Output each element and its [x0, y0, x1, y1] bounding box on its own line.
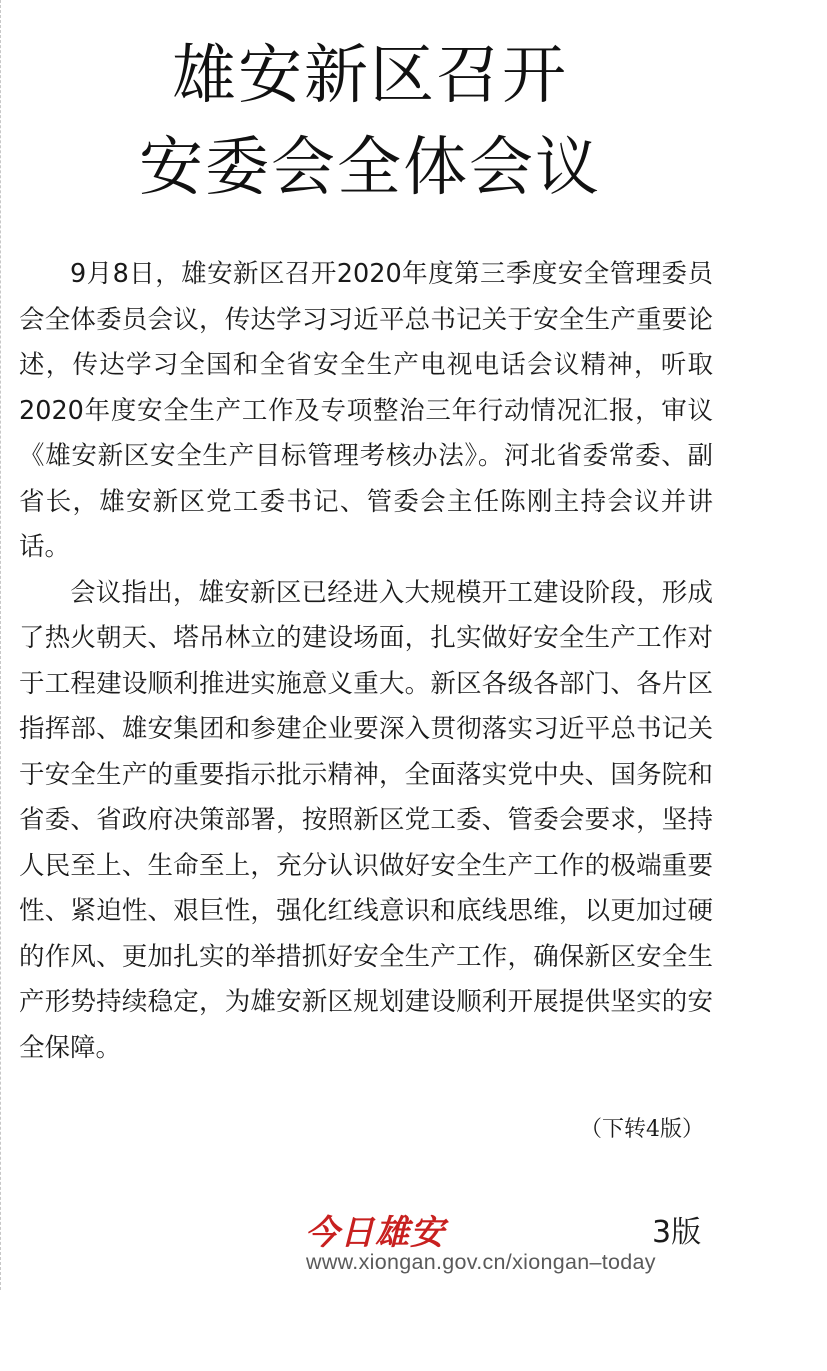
headline: [0, 30, 740, 214]
article-paragraph-1: 9月8日，雄安新区召开2020年度第三季度安全管理委员会全体委员会议，传达学习习近平总书记关于安全生产重要论述，传达学习全国和全省安全生产电视电话会议精神，听取2020年度安全生产工作及专项整治三年行动情况汇报，审议《雄安新区安全生产目标管理考核办法》。河北省委常委、副省长，雄安新区党工委书记、管委会主任陈刚主持会议并讲话。: [19, 259, 713, 562]
page-number: 3版: [652, 1215, 702, 1250]
brand-logo: 今日雄安: [305, 1213, 445, 1253]
headline-line-1: 雄安新区召开: [172, 39, 568, 113]
article-paragraph-2: 会议指出，雄安新区已经进入大规模开工建设阶段，形成了热火朝天、塔吊林立的建设场面，扎实做好安全生产工作对于工程建设顺利推进实施意义重大。新区各级各部门、各片区指挥部、雄安集团和参建企业要深入贯彻落实习近平总书记关于安全生产的重要指示批示精神，全面落实党中央、国务院和省委、省政府决策部署，按照新区党工委、管委会要求，坚持人民至上、生命至上，充分认识做好安全生产工作的极端重要性、紧迫性、艰巨性，强化红线意识和底线思维，以更加过硬的作风、更加扎实的举措抓好安全生产工作，确保新区安全生产形势持续稳定，为雄安新区规划建设顺利开展提供坚实的安全保障。: [19, 577, 713, 1063]
headline-line-2: 安委会全体会议: [139, 131, 601, 205]
site-url[interactable]: www.xiongan.gov.cn/xiongan–today: [306, 1250, 656, 1274]
article-body: [19, 252, 713, 1071]
continued-notice: （下转4版）: [580, 1117, 704, 1142]
